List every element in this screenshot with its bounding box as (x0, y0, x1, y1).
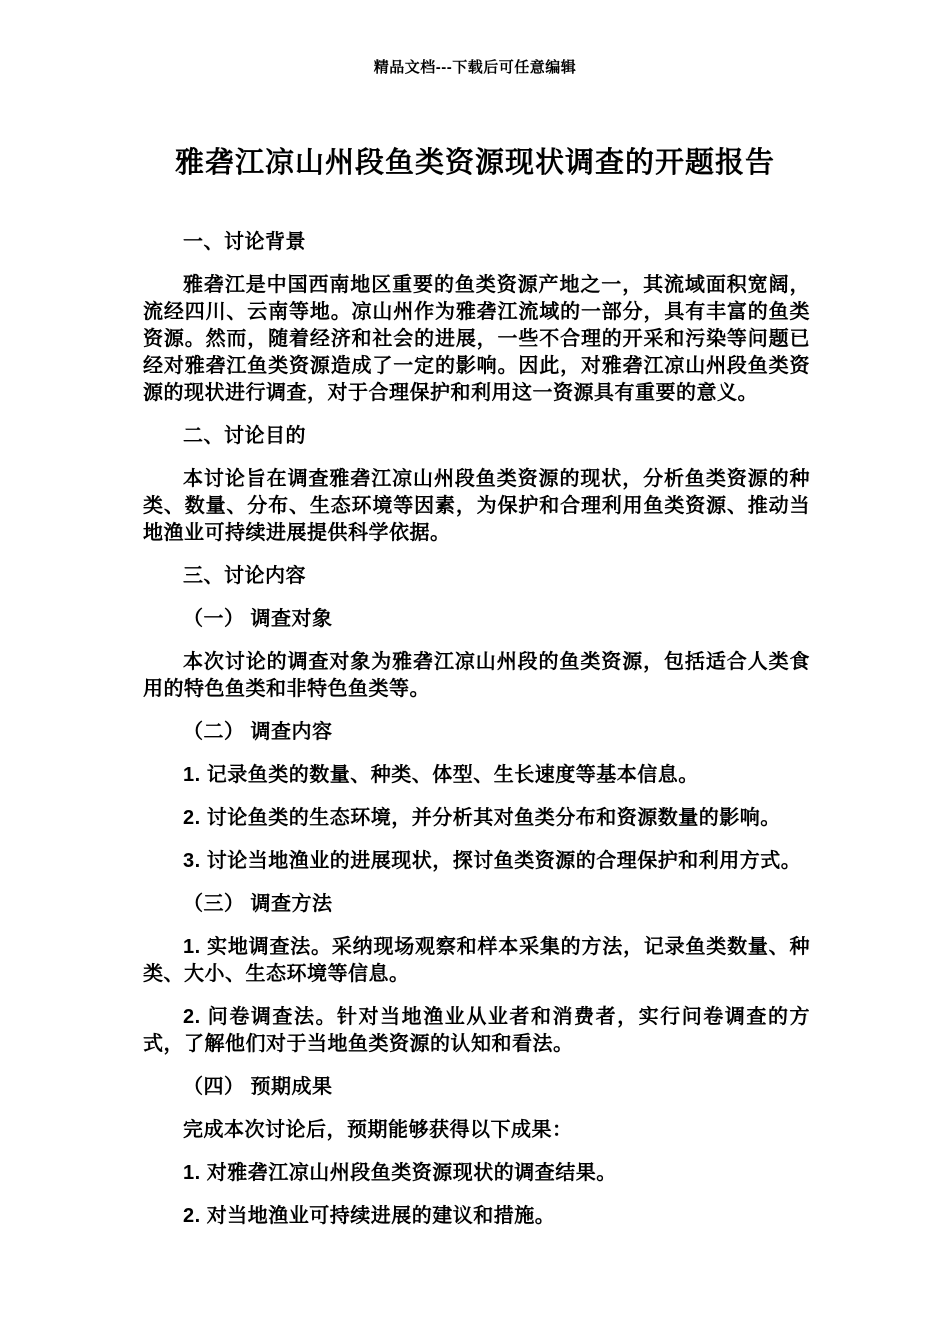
document-body (143, 229, 810, 1230)
list-item: 2. 讨论鱼类的生态环境，并分析其对鱼类分布和资源数量的影响。 (183, 807, 781, 829)
list-item: 1. 对雅砻江凉山州段鱼类资源现状的调查结果。 (183, 1162, 617, 1184)
paragraph: 本讨论旨在调查雅砻江凉山州段鱼类资源的现状，分析鱼类资源的种类、数量、分布、生态环境等因素，为保护和合理利用鱼类资源、推动当地渔业可持续进展提供科学依据。 (143, 468, 810, 544)
paragraph: 雅砻江是中国西南地区重要的鱼类资源产地之一，其流域面积宽阔，流经四川、云南等地。凉山州作为雅砻江流域的一部分，具有丰富的鱼类资源。然而，随着经济和社会的进展，一些不合理的开采和污染等问题已经对雅砻江鱼类资源造成了一定的影响。因此，对雅砻江凉山州段鱼类资源的现状进行调查，对于合理保护和利用这一资源具有重要的意义。 (143, 274, 810, 404)
subsection-heading: （一） 调查对象 (183, 608, 333, 630)
section-heading: 三、讨论内容 (183, 565, 306, 587)
subsection-heading: （三） 调查方法 (183, 893, 333, 915)
list-item: 1. 实地调查法。采纳现场观察和样本采集的方法，记录鱼类数量、种类、大小、生态环境等信息。 (143, 936, 810, 985)
list-item: 2. 问卷调查法。针对当地渔业从业者和消费者，实行问卷调查的方式，了解他们对于当地鱼类资源的认知和看法。 (143, 1006, 810, 1055)
section-heading: 二、讨论目的 (183, 425, 306, 447)
paragraph: 完成本次讨论后，预期能够获得以下成果： (183, 1119, 573, 1141)
subsection-heading: （二） 调查内容 (183, 721, 333, 743)
paragraph: 本次讨论的调查对象为雅砻江凉山州段的鱼类资源，包括适合人类食用的特色鱼类和非特色鱼类等。 (143, 651, 810, 700)
list-item: 1. 记录鱼类的数量、种类、体型、生长速度等基本信息。 (183, 764, 699, 786)
header-note: 精品文档---下载后可任意编辑 (373, 59, 577, 76)
section-heading: 一、讨论背景 (183, 231, 306, 253)
list-item: 2. 对当地渔业可持续进展的建议和措施。 (183, 1205, 556, 1227)
list-item: 3. 讨论当地渔业的进展现状，探讨鱼类资源的合理保护和利用方式。 (183, 850, 802, 872)
subsection-heading: （四） 预期成果 (183, 1076, 333, 1098)
document-title: 雅砻江凉山州段鱼类资源现状调查的开题报告 (174, 147, 775, 179)
